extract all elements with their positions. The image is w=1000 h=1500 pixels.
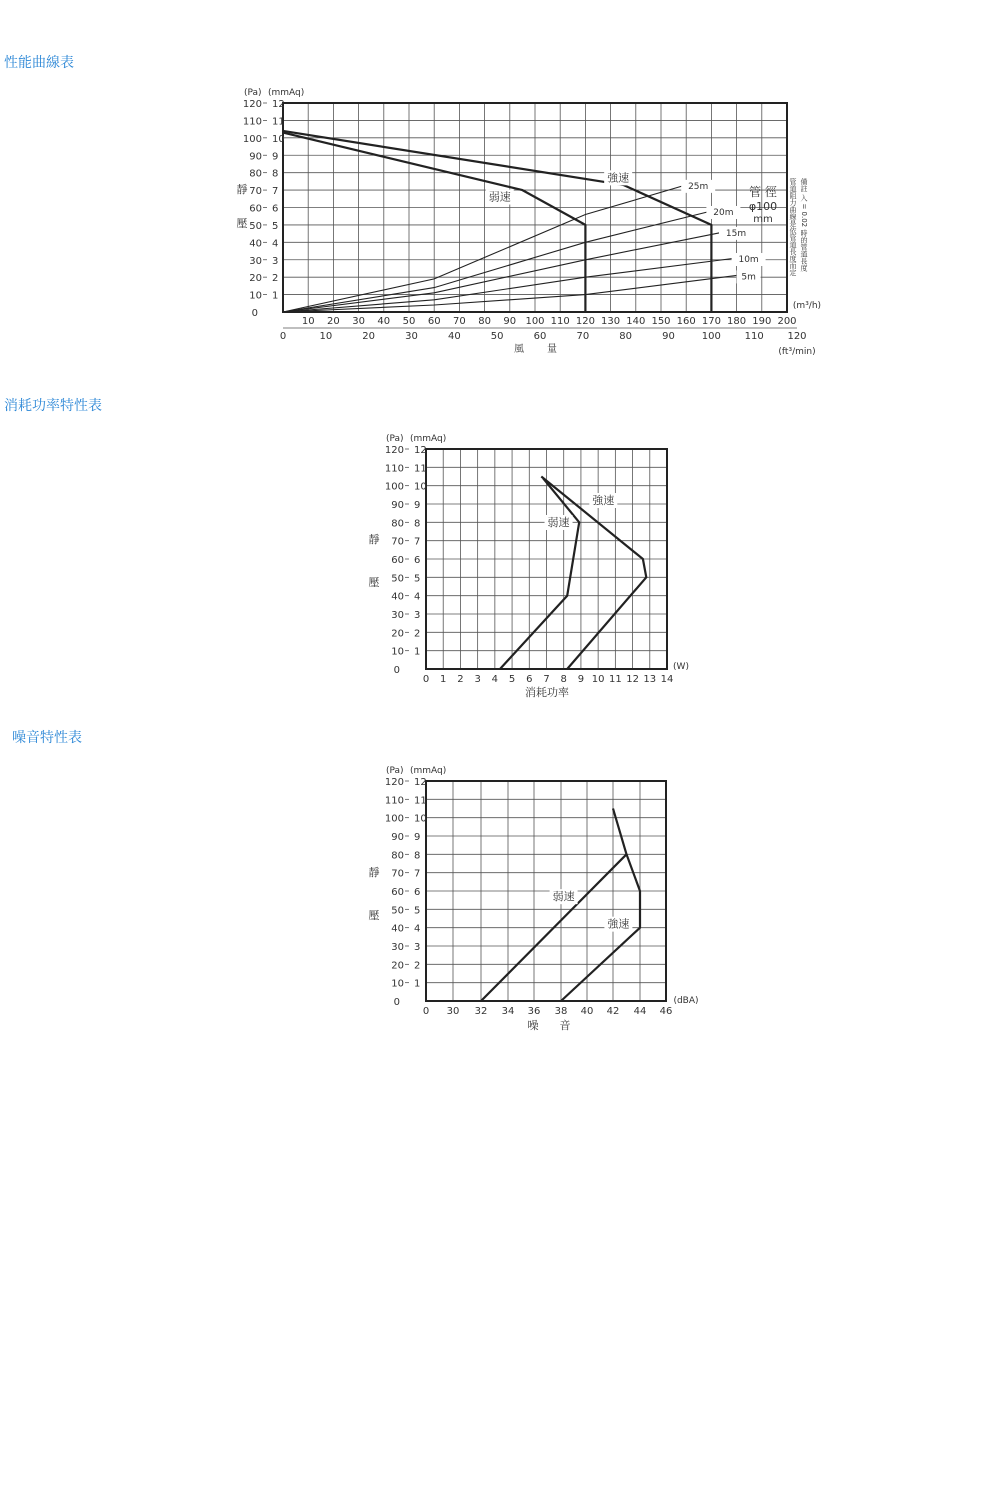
perf-side-note-2: 管道阻力曲線是依管道長度而定	[789, 178, 797, 276]
perf-xtick-m3h: 100	[525, 316, 545, 327]
perf-ytick-mmaq: 5	[272, 220, 279, 232]
perf-xlabel-2: 量	[547, 344, 557, 355]
perf-ytick-mmaq: 3	[272, 255, 279, 267]
perf-ytick-mmaq: 11	[272, 116, 285, 128]
noise-xtick: 38	[554, 1006, 568, 1017]
perf-pipe-note-1: 管 徑	[749, 185, 777, 199]
perf-xtick-m3h: 110	[550, 316, 570, 327]
power-xtick: 12	[626, 674, 639, 685]
power-ytick-pa-zero: 0	[393, 665, 400, 676]
perf-yunit-mmaq: (mmAq)	[268, 88, 305, 98]
perf-xtick-m3h: 90	[503, 316, 517, 327]
perf-pipe-label: 15m	[725, 228, 747, 239]
perf-side-note-1: 備註 入 = 0.02 時的管道長度	[800, 178, 808, 272]
noise-xtick: 32	[474, 1006, 488, 1017]
noise-xtick: 40	[580, 1006, 594, 1017]
power-ytick-pa: 90	[391, 500, 404, 511]
perf-xtick-m3h: 200	[777, 316, 797, 327]
power-ytick-mmaq: 3	[414, 610, 421, 621]
power-xtick: 7	[543, 674, 550, 685]
noise-xtick: 30	[446, 1006, 460, 1017]
perf-yunit-pa: (Pa)	[244, 88, 262, 98]
noise-xtick: 42	[606, 1006, 620, 1017]
perf-ytick-pa-zero: 0	[251, 308, 258, 319]
section-title-power: 消耗功率特性表	[4, 398, 102, 414]
power-xtick: 2	[457, 674, 464, 685]
power-ytick-mmaq: 11	[414, 463, 427, 475]
section-title-noise: 噪音特性表	[12, 730, 82, 746]
noise-ytick-pa: 60	[391, 887, 404, 898]
noise-ytick-mmaq: 11	[414, 795, 427, 807]
perf-ytick-pa: 70	[249, 186, 262, 198]
perf-ytick-pa: 50	[249, 220, 262, 232]
noise-ytick-pa: 10	[391, 978, 404, 990]
noise-ytick-pa: 30	[391, 942, 404, 953]
perf-xtick-m3h: 120	[575, 316, 595, 327]
power-xtick: 0	[422, 674, 430, 685]
noise-xlabel-1: 噪	[527, 1019, 539, 1032]
power-ytick-pa: 50	[391, 573, 404, 585]
noise-ytick-pa: 20	[391, 960, 404, 972]
perf-pipe-label: 5m	[741, 272, 756, 283]
power-xtick: 3	[474, 674, 481, 685]
power-ytick-mmaq: 12	[414, 445, 427, 456]
power-xtick: 5	[508, 674, 516, 685]
perf-xtick-m3h: 10	[301, 316, 315, 327]
perf-ylabel-2: 壓	[236, 217, 248, 230]
power-ytick-mmaq: 10	[414, 481, 427, 493]
power-ytick-pa: 60	[391, 555, 404, 566]
perf-ytick-pa: 80	[249, 168, 262, 180]
perf-xtick-m3h: 40	[377, 316, 391, 327]
perf-xtick-m3h: 170	[701, 316, 721, 327]
perf-ytick-pa: 30	[249, 255, 262, 267]
perf-xlabel-1: 風	[514, 344, 524, 355]
perf-xtick-m3h: 190	[752, 316, 772, 327]
perf-xtick-m3h: 160	[676, 316, 696, 327]
perf-xtick-ft3min: 100	[701, 331, 721, 342]
noise-ytick-pa: 90	[391, 832, 404, 843]
noise-ylabel-1: 靜	[368, 866, 380, 879]
perf-pipe-note-3: mm	[753, 214, 773, 225]
perf-pipe-label: 10m	[738, 255, 759, 266]
noise-ytick-mmaq: 3	[414, 942, 421, 953]
perf-ytick-pa: 120	[242, 99, 262, 110]
power-xtick: 6	[526, 674, 533, 685]
power-xlabel: 消耗功率	[525, 686, 569, 699]
perf-xtick-ft3min: 60	[533, 331, 547, 342]
section-title-performance: 性能曲線表	[4, 55, 74, 71]
perf-ytick-mmaq: 2	[272, 273, 279, 285]
perf-xtick-ft3min: 120	[787, 331, 807, 342]
noise-ytick-mmaq: 12	[414, 777, 427, 788]
perf-xtick-m3h: 150	[651, 316, 671, 327]
noise-xtick: 36	[527, 1006, 541, 1017]
perf-ytick-mmaq: 10	[272, 133, 285, 145]
power-xtick: 8	[560, 674, 567, 685]
noise-ytick-mmaq: 10	[414, 813, 427, 825]
perf-pipe-label: 25m	[688, 181, 709, 192]
noise-ytick-pa: 100	[384, 813, 404, 825]
power-ytick-pa: 120	[384, 445, 404, 456]
power-xtick: 14	[660, 674, 674, 685]
perf-xtick-m3h: 60	[427, 316, 441, 327]
perf-ytick-pa: 20	[249, 273, 262, 285]
power-ytick-pa: 80	[391, 518, 404, 530]
noise-xunit: (dBA)	[673, 996, 699, 1006]
power-xtick: 1	[440, 674, 447, 685]
power-ytick-pa: 110	[384, 463, 404, 475]
perf-ytick-pa: 40	[249, 238, 262, 250]
power-yunit-mmaq: (mmAq)	[410, 434, 447, 444]
power-xtick: 13	[643, 674, 657, 685]
power-ytick-pa: 40	[391, 591, 404, 603]
power-ylabel-1: 靜	[368, 533, 380, 546]
perf-xtick-ft3min: 10	[319, 331, 333, 342]
power-xtick: 4	[491, 674, 499, 685]
noise-ytick-mmaq: 5	[414, 905, 421, 917]
power-xtick: 10	[591, 674, 605, 685]
power-series-label-weak: 弱速	[547, 516, 570, 529]
perf-xunit-m3h: (m³/h)	[792, 301, 822, 311]
perf-xtick-m3h: 70	[453, 316, 466, 327]
noise-ytick-pa: 40	[391, 923, 404, 935]
noise-ylabel-2: 壓	[368, 909, 380, 922]
noise-ytick-mmaq: 8	[414, 850, 421, 862]
perf-xtick-ft3min: 110	[744, 331, 764, 342]
noise-ytick-mmaq: 4	[414, 923, 421, 935]
perf-xtick-ft3min: 30	[405, 331, 418, 342]
noise-ytick-pa-zero: 0	[393, 997, 400, 1008]
perf-xtick-m3h: 20	[327, 316, 340, 327]
noise-ytick-pa: 80	[391, 850, 404, 862]
perf-xtick-ft3min: 40	[447, 331, 461, 342]
perf-ytick-mmaq: 6	[272, 203, 279, 215]
power-ytick-pa: 10	[391, 646, 404, 658]
power-ytick-mmaq: 5	[414, 573, 421, 585]
noise-ytick-pa: 120	[384, 777, 404, 788]
perf-series-label-strong: 強速	[607, 171, 630, 185]
perf-ytick-mmaq: 7	[272, 186, 279, 198]
perf-xtick-m3h: 50	[402, 316, 416, 327]
power-ytick-pa: 20	[391, 628, 404, 640]
power-xunit: (W)	[673, 662, 689, 672]
perf-ytick-mmaq: 12	[272, 99, 285, 110]
noise-xlabel-2: 音	[559, 1019, 571, 1032]
perf-ylabel-1: 靜	[236, 183, 248, 196]
perf-ytick-pa: 90	[249, 151, 262, 163]
perf-xtick-ft3min: 50	[490, 331, 504, 342]
power-ytick-pa: 100	[384, 481, 404, 493]
power-ytick-mmaq: 2	[414, 628, 421, 640]
noise-ytick-mmaq: 9	[414, 832, 421, 843]
perf-xtick-m3h: 80	[478, 316, 491, 327]
power-ytick-mmaq: 4	[414, 591, 421, 603]
noise-xtick: 0	[422, 1006, 430, 1017]
perf-ytick-mmaq: 1	[272, 290, 279, 302]
noise-xtick: 44	[633, 1006, 647, 1017]
noise-series-label-weak: 弱速	[552, 890, 575, 904]
perf-xtick-ft3min: 90	[662, 331, 675, 342]
perf-xunit-ft3min: (ft³/min)	[778, 347, 816, 357]
perf-ytick-mmaq: 8	[272, 168, 279, 180]
noise-ytick-mmaq: 1	[414, 978, 421, 990]
noise-xtick: 34	[501, 1006, 515, 1017]
power-xtick: 9	[577, 674, 585, 685]
power-ytick-mmaq: 1	[414, 646, 421, 658]
noise-series-label-strong: 強速	[607, 917, 630, 931]
perf-xtick-m3h: 30	[352, 316, 365, 327]
perf-xtick-m3h: 130	[601, 316, 621, 327]
noise-ytick-pa: 50	[391, 905, 404, 917]
perf-ytick-pa: 110	[242, 116, 262, 128]
perf-xtick-ft3min: 20	[362, 331, 376, 342]
power-ytick-mmaq: 7	[414, 536, 421, 548]
power-ylabel-2: 壓	[368, 576, 380, 589]
noise-ytick-mmaq: 2	[414, 960, 421, 972]
perf-xtick-m3h: 180	[727, 316, 747, 327]
perf-xtick-ft3min: 0	[279, 331, 287, 342]
perf-xtick-ft3min: 80	[619, 331, 633, 342]
power-ytick-mmaq: 9	[414, 500, 421, 511]
noise-yunit-mmaq: (mmAq)	[410, 766, 447, 776]
power-ytick-mmaq: 6	[414, 555, 421, 566]
perf-xtick-ft3min: 70	[576, 331, 590, 342]
power-ytick-mmaq: 8	[414, 518, 421, 530]
noise-ytick-pa: 110	[384, 795, 404, 807]
power-ytick-pa: 70	[391, 536, 404, 548]
noise-yunit-pa: (Pa)	[386, 766, 404, 776]
perf-ytick-pa: 100	[242, 133, 262, 145]
perf-xtick-m3h: 140	[626, 316, 646, 327]
perf-ytick-mmaq: 4	[272, 238, 279, 250]
noise-xtick: 46	[659, 1006, 673, 1017]
power-series-label-strong: 強速	[592, 494, 615, 507]
perf-pipe-label: 20m	[713, 207, 734, 218]
perf-series-label-weak: 弱速	[488, 190, 511, 204]
power-xtick: 11	[608, 674, 622, 685]
perf-ytick-pa: 10	[249, 290, 262, 302]
power-yunit-pa: (Pa)	[386, 434, 404, 444]
power-ytick-pa: 30	[391, 610, 404, 621]
perf-ytick-mmaq: 9	[272, 151, 279, 163]
noise-ytick-pa: 70	[391, 868, 404, 880]
perf-ytick-pa: 60	[249, 203, 262, 215]
noise-ytick-mmaq: 6	[414, 887, 421, 898]
noise-ytick-mmaq: 7	[414, 868, 421, 880]
noise-series-0	[481, 809, 630, 1002]
perf-pipe-note-2: φ100	[748, 200, 778, 213]
